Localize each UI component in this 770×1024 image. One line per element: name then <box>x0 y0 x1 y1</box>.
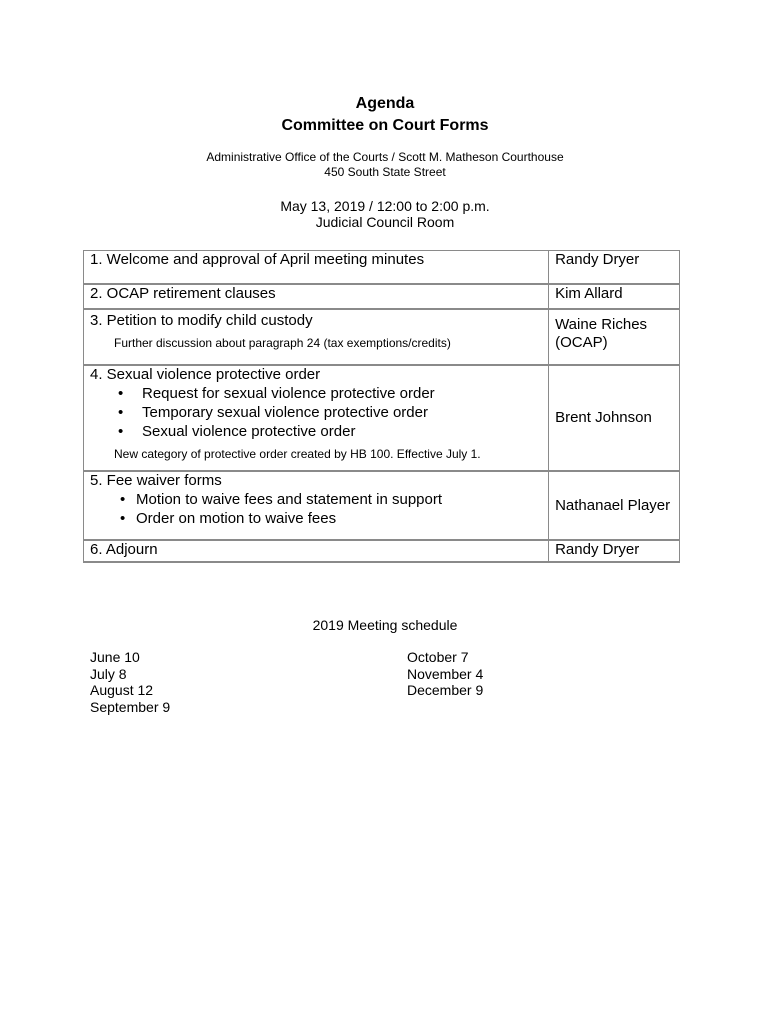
schedule-date: July 8 <box>90 665 127 682</box>
presenter-name: Randy Dryer <box>555 251 640 268</box>
agenda-item-title: 2. OCAP retirement clauses <box>90 285 276 302</box>
schedule-title: 2019 Meeting schedule <box>312 617 458 633</box>
bullet-icon: • <box>120 491 126 508</box>
agenda-item-bullets <box>90 490 542 528</box>
presenter-name: Kim Allard <box>555 285 623 302</box>
agenda-title: Agenda <box>355 95 415 112</box>
bullet-icon: • <box>118 385 124 402</box>
bullet-icon: • <box>118 404 124 421</box>
schedule-date: September 9 <box>90 698 171 715</box>
agenda-row <box>84 471 680 540</box>
agenda-item <box>84 540 549 562</box>
agenda-row <box>84 251 680 285</box>
address-line-1: Administrative Office of the Courts / Scott M. Matheson Courthouse <box>206 150 564 164</box>
list-item: • Sexual violence protective order <box>118 423 356 440</box>
schedule-date: June 10 <box>90 649 140 665</box>
presenter-name: Randy Dryer <box>555 541 640 558</box>
agenda-row <box>84 284 680 309</box>
agenda-presenter <box>549 309 680 365</box>
agenda-row <box>84 365 680 471</box>
agenda-item <box>84 365 549 471</box>
agenda-presenter <box>549 251 680 285</box>
agenda-presenter <box>549 284 680 309</box>
presenter-name: Nathanael Player <box>555 496 671 514</box>
agenda-item-title: 1. Welcome and approval of April meeting minutes <box>90 251 425 268</box>
agenda-presenter <box>549 365 680 471</box>
agenda-row <box>84 540 680 562</box>
agenda-item <box>84 309 549 365</box>
agenda-presenter <box>549 471 680 540</box>
agenda-item-title: 3. Petition to modify child custody <box>90 312 313 329</box>
presenter-affiliation: (OCAP) <box>555 334 608 351</box>
agenda-row <box>84 309 680 365</box>
agenda-item-title: 6. Adjourn <box>90 541 158 558</box>
committee-name: Committee on Court Forms <box>281 117 489 134</box>
agenda-item-title: 5. Fee waiver forms <box>90 472 222 489</box>
bullet-icon: • <box>118 423 124 440</box>
meeting-date-time: May 13, 2019 / 12:00 to 2:00 p.m. <box>280 198 490 214</box>
list-item: • Temporary sexual violence protective order <box>118 404 428 421</box>
agenda-item-note: Further discussion about paragraph 24 (tax exemptions/credits) <box>114 336 451 350</box>
schedule-column-right <box>407 649 483 699</box>
schedule-date: August 12 <box>90 682 154 698</box>
bullet-icon: • <box>120 510 126 527</box>
agenda-item-note: New category of protective order created by HB 100. Effective July 1. <box>114 447 481 461</box>
schedule-date: October 7 <box>407 649 469 665</box>
presenter-name: Brent Johnson <box>555 409 652 426</box>
agenda-item-bullets <box>90 384 542 441</box>
agenda-item <box>84 284 549 309</box>
agenda-table <box>83 250 680 563</box>
address-line-2: 450 South State Street <box>324 165 446 179</box>
agenda-item <box>84 471 549 540</box>
schedule-date: November 4 <box>407 665 484 682</box>
list-item: • Order on motion to waive fees <box>120 510 337 527</box>
meeting-room: Judicial Council Room <box>315 214 455 230</box>
presenter-name: Waine Riches <box>555 316 648 333</box>
list-item: • Motion to waive fees and statement in support <box>120 491 443 508</box>
schedule-date: December 9 <box>407 682 484 698</box>
schedule-column-left <box>90 649 170 715</box>
agenda-item <box>84 251 549 285</box>
list-item: • Request for sexual violence protective order <box>118 385 435 402</box>
agenda-presenter <box>549 540 680 562</box>
agenda-item-title: 4. Sexual violence protective order <box>90 366 321 383</box>
